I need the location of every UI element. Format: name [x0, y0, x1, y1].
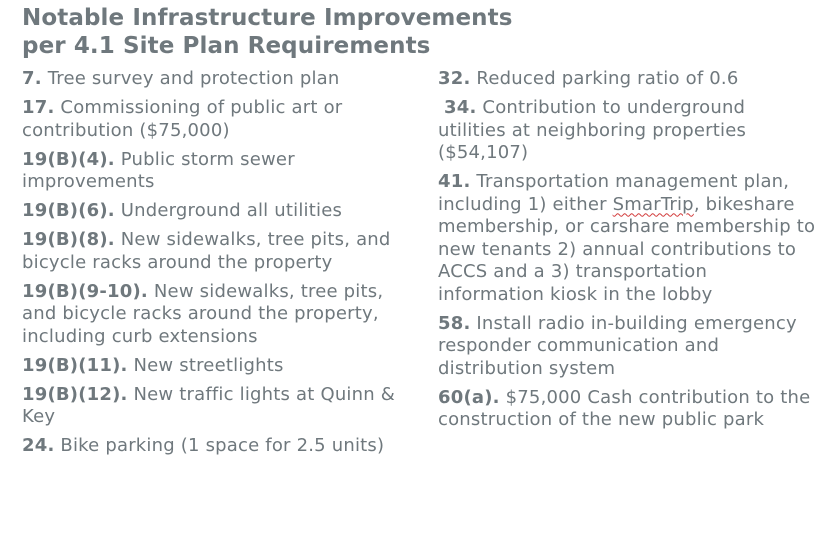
list-item [438, 387, 818, 432]
item-number: 17. [22, 97, 55, 118]
item-number: 32. [438, 68, 471, 89]
item-text: Contribution to underground utilities at neighboring properties ($54,107) [438, 97, 747, 163]
item-text: $75,000 Cash contribution to the construction of the new public park [438, 386, 811, 430]
list-item [438, 171, 818, 306]
list-item [22, 149, 417, 194]
item-number: 19(B)(11). [22, 354, 128, 376]
item-number: 34. [444, 97, 477, 118]
title-line-2: per 4.1 Site Plan Requirements [22, 33, 431, 59]
page-title [22, 4, 582, 60]
item-text: New sidewalks, tree pits, and bicycle racks around the property [22, 229, 391, 273]
item-number: 24. [22, 435, 55, 456]
item-number: 19(B)(12). [22, 383, 128, 405]
item-text-before: Transportation management plan, including 1) either [438, 171, 790, 215]
list-item [22, 384, 417, 429]
item-text: Public storm sewer improvements [22, 148, 295, 192]
item-number: 60(a). [438, 386, 500, 408]
item-number: 19(B)(9-10). [22, 280, 148, 302]
list-item [22, 200, 417, 223]
item-text: New traffic lights at Quinn & Key [22, 383, 396, 427]
list-item [22, 355, 417, 378]
list-item [438, 313, 818, 381]
item-number: 41. [438, 171, 471, 192]
item-text: New sidewalks, tree pits, and bicycle racks around the property, including curb extensions [22, 280, 384, 347]
list-item [438, 68, 818, 91]
requirements-list-right [438, 68, 818, 438]
item-number: 19(B)(8). [22, 229, 115, 250]
item-text: Commissioning of public art or contribution ($75,000) [22, 97, 343, 141]
item-text: New streetlights [133, 354, 284, 376]
item-number: 19(B)(4). [22, 148, 115, 170]
list-item [22, 68, 417, 91]
list-item [22, 229, 417, 274]
item-text-after: , bikeshare membership, or carshare membership to new tenants 2) annual contributions to ACCS and a 3) transportation information kiosk in the lobby [438, 193, 816, 305]
item-text: Tree survey and protection plan [47, 68, 340, 89]
list-item [22, 435, 417, 458]
title-line-1: Notable Infrastructure Improvements [22, 5, 513, 31]
list-item [438, 97, 818, 165]
item-number: 58. [438, 312, 471, 334]
requirements-list-left [22, 68, 417, 464]
item-text: Underground all utilities [120, 200, 343, 221]
list-item [22, 281, 417, 349]
item-text: Install radio in-building emergency responder communication and distribution system [438, 312, 797, 379]
item-number: 19(B)(6). [22, 200, 115, 221]
item-text: Reduced parking ratio of 0.6 [476, 68, 739, 89]
list-item [22, 97, 417, 142]
spellcheck-underlined-word: SmarTrip [612, 193, 694, 215]
item-number: 7. [22, 68, 42, 89]
item-text: Bike parking (1 space for 2.5 units) [60, 435, 385, 456]
